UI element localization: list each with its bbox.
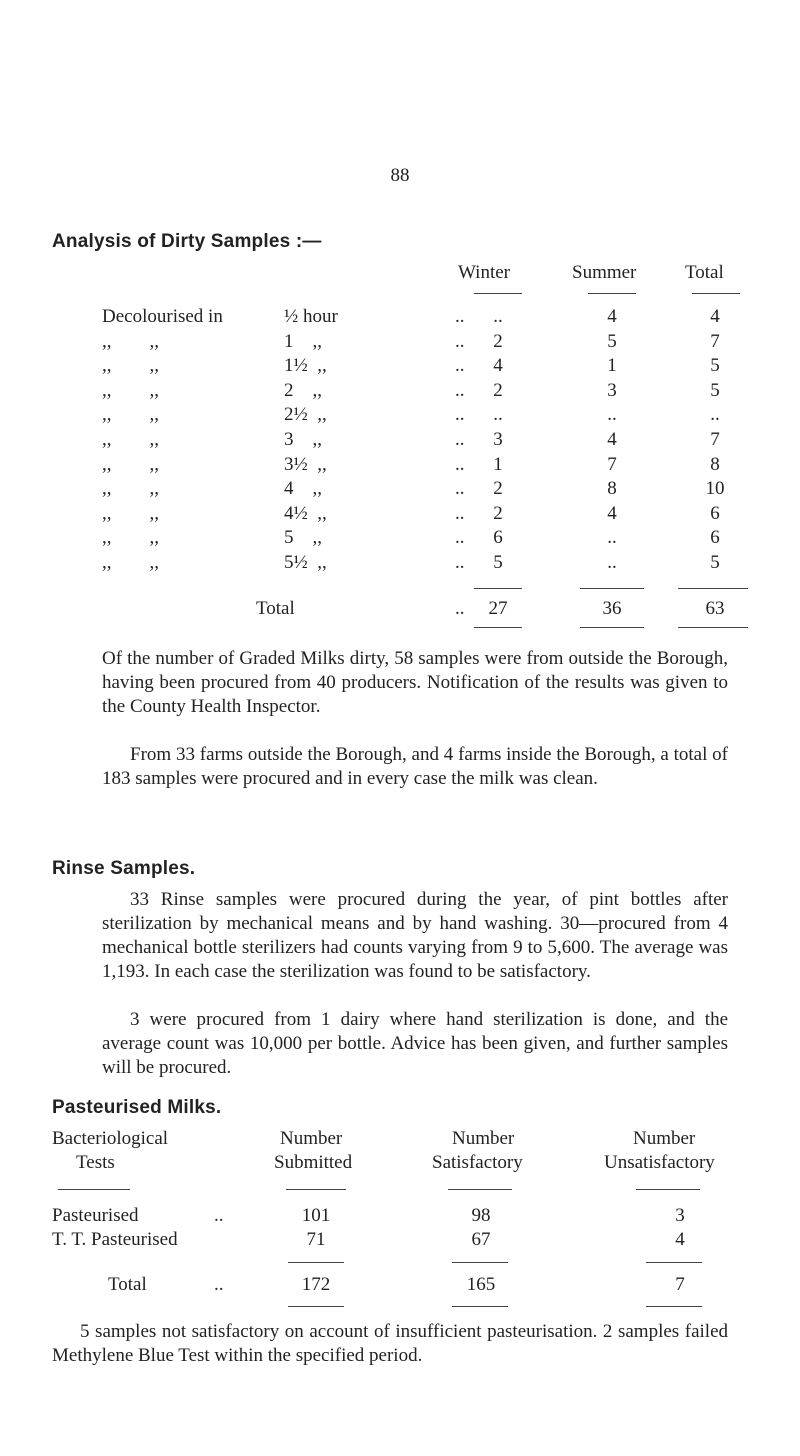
rinse-paragraph-1: 33 Rinse samples were procured during the year, of pint bottles after sterilization by mechanical means and by hand washing. 30—procured from 4 mechanical bottle sterilizers had counts varying from 9 to 5,600. The average was 1,193. In each case the sterilization was found to be satisfactory.	[102, 889, 728, 982]
rule-winter-end	[474, 627, 522, 628]
row-label: ,, ,,	[102, 527, 159, 548]
row-total: 7	[710, 331, 720, 352]
dirty-table-row	[0, 503, 800, 527]
dirty-total-row	[0, 598, 800, 622]
paragraph-graded-milks: Of the number of Graded Milks dirty, 58 samples were from outside the Borough, having been procured from 40 producers. Notification of the results was given to the County Health Inspector.	[102, 648, 728, 717]
paragraph-farms: From 33 farms outside the Borough, and 4 farms inside the Borough, a total of 183 samples were procured and in every case the milk was clean.	[102, 744, 728, 789]
row-hour: 1 ,,	[284, 331, 322, 352]
row-hour: 1½ ,,	[284, 355, 327, 376]
total-total: 63	[705, 598, 725, 619]
dirty-table-row	[0, 331, 800, 355]
row-label: ,, ,,	[102, 429, 159, 450]
row-summer: ..	[607, 404, 617, 425]
row-dots: ..	[455, 527, 465, 548]
row-total: 5	[710, 355, 720, 376]
total-dots: ..	[455, 598, 465, 619]
past-row-submitted: 101	[301, 1205, 331, 1226]
row-total: 6	[710, 527, 720, 548]
col-unsatisfactory-line2: Unsatisfactory	[604, 1152, 715, 1173]
row-summer: 7	[607, 454, 617, 475]
past-row-dots: ..	[214, 1205, 224, 1226]
total-label: Total	[256, 598, 295, 619]
row-hour: 5½ ,,	[284, 552, 327, 573]
row-dots: ..	[455, 331, 465, 352]
row-label: ,, ,,	[102, 503, 159, 524]
past-row-submitted: 71	[306, 1229, 326, 1250]
rule-satisfactory-end	[452, 1306, 508, 1307]
rule-summer-end	[580, 627, 644, 628]
pasteurised-heading: Pasteurised Milks.	[52, 1097, 222, 1118]
row-hour: 5 ,,	[284, 527, 322, 548]
row-label: ,, ,,	[102, 478, 159, 499]
past-row-label: T. T. Pasteurised	[52, 1229, 178, 1250]
rule-unsatisfactory-sum	[646, 1262, 702, 1263]
col-satisfactory-line2: Satisfactory	[432, 1152, 523, 1173]
row-dots: ..	[455, 404, 465, 425]
rule-summer-sum	[580, 588, 644, 589]
rule-winter	[474, 293, 522, 294]
row-total: 10	[705, 478, 725, 499]
rule-total	[692, 293, 740, 294]
row-hour: 2½ ,,	[284, 404, 327, 425]
total-winter: 27	[488, 598, 508, 619]
dirty-table-row	[0, 478, 800, 502]
row-label: ,, ,,	[102, 454, 159, 475]
pasteurised-note: 5 samples not satisfactory on account of insufficient pasteurisation. 2 samples failed Methylene Blue Test within the specified period.	[52, 1321, 728, 1366]
row-label: Decolourised in	[102, 306, 223, 327]
col-summer: Summer	[572, 262, 637, 283]
row-total: 5	[710, 552, 720, 573]
row-winter: 2	[493, 331, 503, 352]
rule-submitted	[286, 1189, 346, 1190]
row-hour: 3½ ,,	[284, 454, 327, 475]
row-winter: 4	[493, 355, 503, 376]
rule-unsatisfactory-end	[646, 1306, 702, 1307]
row-label: ,, ,,	[102, 331, 159, 352]
row-hour: 4 ,,	[284, 478, 322, 499]
row-winter: 6	[493, 527, 503, 548]
row-summer: 5	[607, 331, 617, 352]
row-total: 4	[710, 306, 720, 327]
row-dots: ..	[455, 503, 465, 524]
past-total-dots: ..	[214, 1274, 224, 1295]
row-winter: 1	[493, 454, 503, 475]
past-total-unsatisfactory: 7	[675, 1274, 685, 1295]
row-dots: ..	[455, 380, 465, 401]
page-number: 88	[390, 165, 410, 186]
row-winter: 2	[493, 380, 503, 401]
row-label: ,, ,,	[102, 355, 159, 376]
past-row-satisfactory: 67	[471, 1229, 491, 1250]
row-total: 5	[710, 380, 720, 401]
rule-total-end	[678, 627, 748, 628]
rule-submitted-end	[288, 1306, 344, 1307]
row-summer: 4	[607, 429, 617, 450]
row-winter: 5	[493, 552, 503, 573]
dirty-table-row	[0, 552, 800, 576]
row-dots: ..	[455, 306, 465, 327]
row-total: 6	[710, 503, 720, 524]
col-total: Total	[685, 262, 724, 283]
col-submitted-line2: Submitted	[274, 1152, 353, 1173]
past-total-satisfactory: 165	[466, 1274, 496, 1295]
row-hour: ½ hour	[284, 306, 338, 327]
row-dots: ..	[455, 454, 465, 475]
row-total: ..	[710, 404, 720, 425]
row-dots: ..	[455, 429, 465, 450]
dirty-table-row	[0, 404, 800, 428]
total-summer: 36	[602, 598, 622, 619]
rule-tests	[58, 1189, 130, 1190]
rule-submitted-sum	[288, 1262, 344, 1263]
row-hour: 2 ,,	[284, 380, 322, 401]
row-summer: ..	[607, 527, 617, 548]
col-winter: Winter	[458, 262, 510, 283]
row-winter: ..	[493, 306, 503, 327]
col-submitted-line1: Number	[280, 1128, 343, 1149]
col-satisfactory-line1: Number	[452, 1128, 515, 1149]
row-summer: 4	[607, 306, 617, 327]
row-dots: ..	[455, 478, 465, 499]
dirty-table-row	[0, 527, 800, 551]
past-row-label: Pasteurised	[52, 1205, 139, 1226]
past-row-satisfactory: 98	[471, 1205, 491, 1226]
dirty-samples-heading: Analysis of Dirty Samples :—	[52, 231, 322, 252]
rule-satisfactory-sum	[452, 1262, 508, 1263]
row-summer: 1	[607, 355, 617, 376]
rinse-paragraph-2: 3 were procured from 1 dairy where hand sterilization is done, and the average count was 10,000 per bottle. Advice has been given, and further samples will be procured.	[102, 1009, 728, 1078]
row-winter: 2	[493, 478, 503, 499]
row-winter: ..	[493, 404, 503, 425]
row-hour: 4½ ,,	[284, 503, 327, 524]
rule-summer	[588, 293, 636, 294]
rinse-heading: Rinse Samples.	[52, 858, 196, 879]
row-total: 8	[710, 454, 720, 475]
row-label: ,, ,,	[102, 404, 159, 425]
row-winter: 3	[493, 429, 503, 450]
row-dots: ..	[455, 355, 465, 376]
row-summer: 8	[607, 478, 617, 499]
past-total-submitted: 172	[301, 1274, 331, 1295]
col-unsatisfactory-line1: Number	[633, 1128, 696, 1149]
dirty-table-row	[0, 454, 800, 478]
row-hour: 3 ,,	[284, 429, 322, 450]
dirty-table-row	[0, 306, 800, 330]
row-label: ,, ,,	[102, 380, 159, 401]
rule-unsatisfactory	[636, 1189, 700, 1190]
row-summer: ..	[607, 552, 617, 573]
row-summer: 3	[607, 380, 617, 401]
row-summer: 4	[607, 503, 617, 524]
past-row-unsatisfactory: 4	[675, 1229, 685, 1250]
row-total: 7	[710, 429, 720, 450]
past-row-unsatisfactory: 3	[675, 1205, 685, 1226]
dirty-table-row	[0, 380, 800, 404]
past-total-label: Total	[108, 1274, 147, 1295]
row-label: ,, ,,	[102, 552, 159, 573]
col-tests-line2: Tests	[76, 1152, 115, 1173]
dirty-table-row	[0, 355, 800, 379]
rule-total-sum	[678, 588, 748, 589]
rule-satisfactory	[448, 1189, 512, 1190]
rule-winter-sum	[474, 588, 522, 589]
row-winter: 2	[493, 503, 503, 524]
row-dots: ..	[455, 552, 465, 573]
dirty-table-row	[0, 429, 800, 453]
col-tests-line1: Bacteriological	[52, 1128, 169, 1149]
